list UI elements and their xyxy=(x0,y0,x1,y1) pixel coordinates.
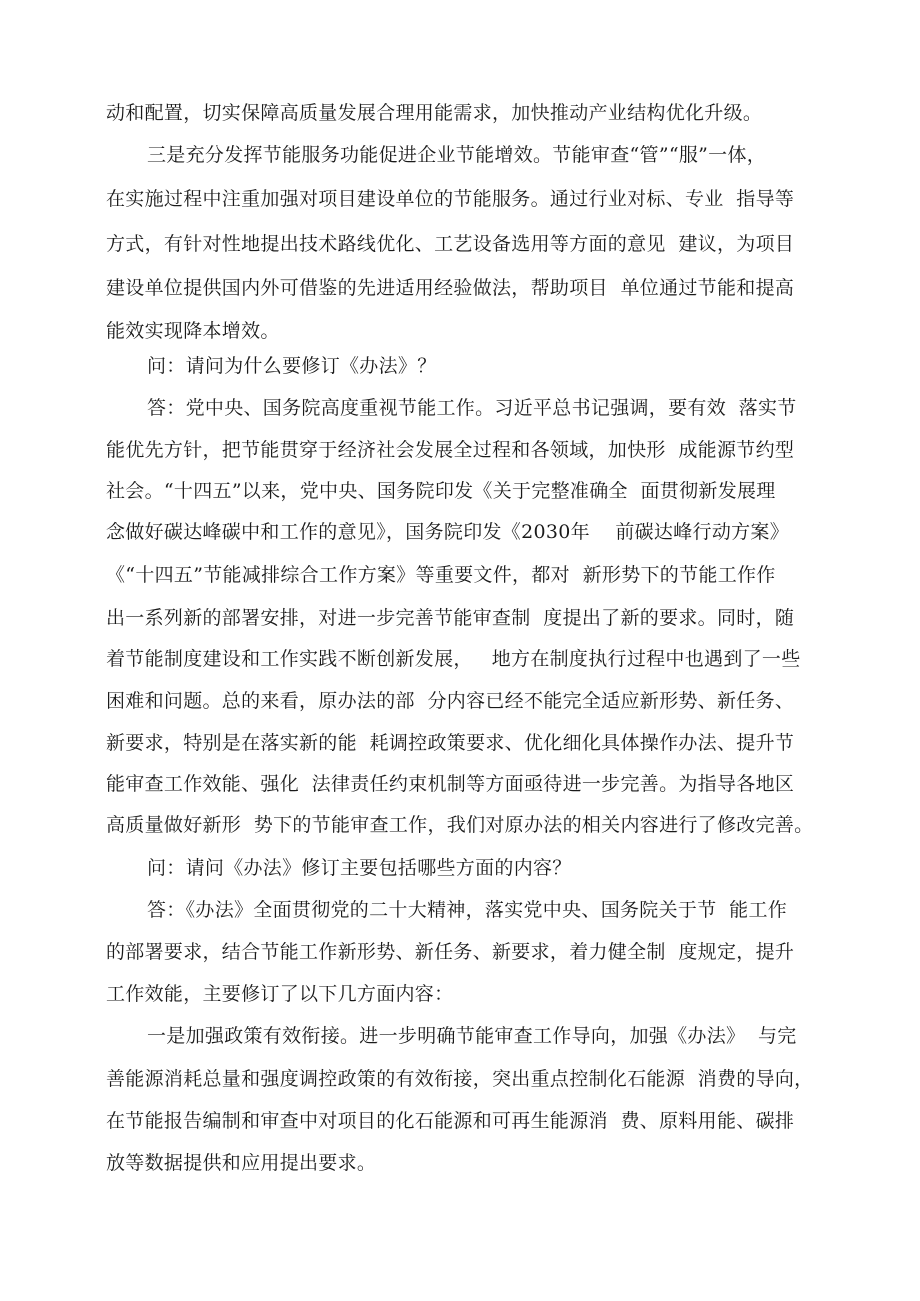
text-line: 方式，有针对性地提出技术路线优化、工艺设备选用等方面的意见 建议，为项目 xyxy=(106,233,795,255)
text-line: 答：党中央、国务院高度重视节能工作。习近平总书记强调，要有效 落实节 xyxy=(147,397,797,419)
text-line: 出一系列新的部署安排，对进一步完善节能审查制 度提出了新的要求。同时，随 xyxy=(106,607,795,629)
text-line: 能审查工作效能、强化 法律责任约束机制等方面亟待进一步完善。为指导各地区 xyxy=(106,773,795,795)
text-line: 一是加强政策有效衔接。进一步明确节能审查工作导向，加强《办法》 与完 xyxy=(147,1025,797,1047)
text-line: 善能源消耗总量和强度调控政策的有效衔接，突出重点控制化石能源 消费的导向， xyxy=(106,1068,814,1090)
text-line: 在实施过程中注重加强对项目建设单位的节能服务。通过行业对标、专业 指导等 xyxy=(106,188,795,210)
text-line: 放等数据提供和应用提出要求。 xyxy=(106,1152,377,1174)
text-line: 能优先方针，把节能贯穿于经济社会发展全过程和各领域，加快形 成能源节约型 xyxy=(106,439,795,461)
text-line: 困难和问题。总的来看，原办法的部 分内容已经不能完全适应新形势、新任务、 xyxy=(106,690,795,712)
text-line: 高质量做好新形 势下的节能审查工作，我们对原办法的相关内容进行了修改完善。 xyxy=(106,814,814,836)
text-line: 工作效能，主要修订了以下几方面内容： xyxy=(106,983,454,1005)
text-line: 动和配置，切实保障高质量发展合理用能需求，加快推动产业结构优化升级。 xyxy=(106,102,763,124)
text-line: 答：《办法》全面贯彻党的二十大精神，落实党中央、国务院关于节 能工作 xyxy=(147,899,788,921)
text-line: 社会。“十四五”以来，党中央、国务院印发《关于完整准确全 面贯彻新发展理 xyxy=(106,480,776,502)
text-line: 问：请问《办法》修订主要包括哪些方面的内容？ xyxy=(147,857,572,879)
text-line: 建设单位提供国内外可借鉴的先进适用经验做法，帮助项目 单位通过节能和提高 xyxy=(106,277,795,299)
text-line: 的部署要求，结合节能工作新形势、新任务、新要求，着力健全制 度规定，提升 xyxy=(106,941,795,963)
text-line: 三是充分发挥节能服务功能促进企业节能增效。节能审查“管”“服”一体， xyxy=(147,144,767,166)
text-line: 《“十四五”节能减排综合工作方案》等重要文件，都对 新形势下的节能工作作 xyxy=(106,564,776,586)
text-line: 在节能报告编制和审查中对项目的化石能源和可再生能源消 费、原料用能、碳排 xyxy=(106,1110,795,1132)
text-line: 能效实现降本增效。 xyxy=(106,320,280,342)
text-line: 问：请问为什么要修订《办法》？ xyxy=(147,355,437,377)
text-line: 着节能制度建设和工作实践不断创新发展， 地方在制度执行过程中也遇到了一些 xyxy=(106,648,801,670)
text-line: 念做好碳达峰碳中和工作的意见》，国务院印发《2030年 前碳达峰行动方案》 xyxy=(106,521,790,543)
text-line: 新要求，特别是在落实新的能 耗调控政策要求、优化细化具体操作办法、提升节 xyxy=(106,732,795,754)
